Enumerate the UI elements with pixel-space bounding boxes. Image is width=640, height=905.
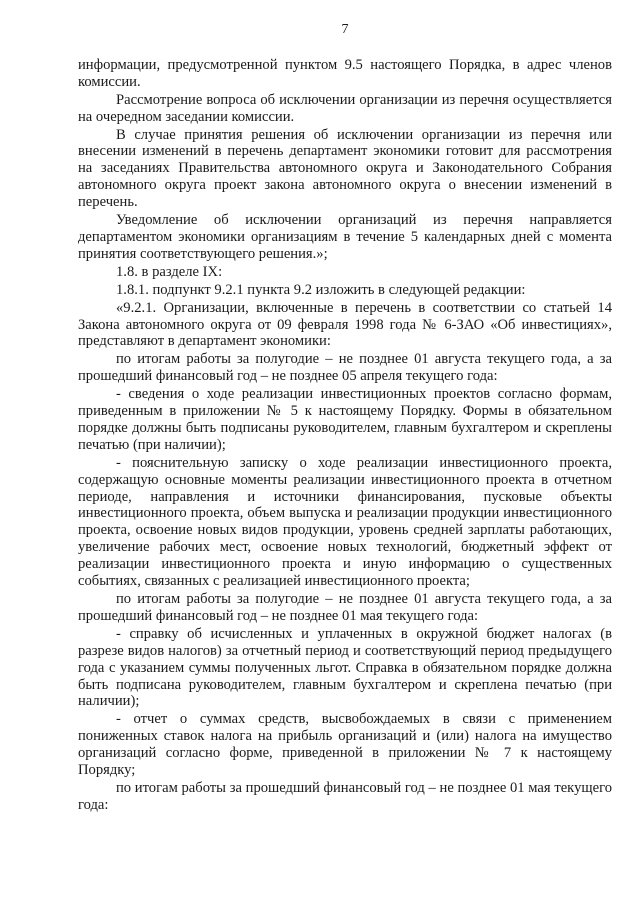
paragraph: по итогам работы за прошедший финансовый год – не позднее 01 мая текущего года: xyxy=(78,779,612,813)
paragraph: В случае принятия решения об исключении организации из перечня или внесении изменений в перечень департамент экономики готовит для рассмотрения на заседаниях Правительства автономного округа и Законодательного Собрания автономного округа проект закона автономного округа о внесении изменений в перечень. xyxy=(78,126,612,211)
paragraph: Рассмотрение вопроса об исключении организации из перечня осуществляется на очередном заседании комиссии. xyxy=(78,91,612,125)
document-body xyxy=(78,57,612,814)
paragraph: - сведения о ходе реализации инвестиционных проектов согласно формам, приведенным в приложении № 5 к настоящему Порядку. Формы в обязательном порядке должны быть подписаны руководителем, главным бухгалтером и скреплены печатью (при наличии); xyxy=(78,386,612,453)
paragraph: Уведомление об исключении организаций из перечня направляется департаментом экономики организациям в течение 5 календарных дней с момента принятия соответствующего решения.»; xyxy=(78,212,612,262)
paragraph: 1.8.1. подпункт 9.2.1 пункта 9.2 изложить в следующей редакции: xyxy=(116,281,526,298)
paragraph: по итогам работы за полугодие – не позднее 01 августа текущего года, а за прошедший финансовый год – не позднее 05 апреля текущего года: xyxy=(78,351,612,385)
paragraph: - пояснительную записку о ходе реализации инвестиционного проекта, содержащую основные моменты реализации инвестиционного проекта в отчетном периоде, направления и источники финансирования, пусковые объекты инвестиционного проекта, объем выпуска и реализации продукции инвестиционного проекта, освоение новых видов продукции, уровень средней зарплаты работающих, увеличение рабочих мест, освоение новых технологий, бюджетный эффект от реализации инвестиционного проекта и иную информацию о существенных событиях, связанных с реализацией инвестиционного проекта; xyxy=(78,454,612,590)
paragraph: информации, предусмотренной пунктом 9.5 настоящего Порядка, в адрес членов комиссии. xyxy=(78,56,612,90)
document-page xyxy=(78,22,612,814)
paragraph: 1.8. в разделе IX: xyxy=(116,263,223,280)
paragraph: - справку об исчисленных и уплаченных в окружной бюджет налогах (в разрезе видов налогов) за отчетный период и соответствующий период предыдущего года с указанием суммы полученных льгот. Справка в обязательном порядке должна быть подписана руководителем, главным бухгалтером и скреплена печатью (при наличии); xyxy=(78,625,612,710)
paragraph: по итогам работы за полугодие – не позднее 01 августа текущего года, а за прошедший финансовый год – не позднее 01 мая текущего года: xyxy=(78,591,612,624)
paragraph: «9.2.1. Организации, включенные в перечень в соответствии со статьей 14 Закона автономного округа от 09 февраля 1998 года № 6-ЗАО «Об инвестициях», представляют в департамент экономики: xyxy=(78,299,612,350)
paragraph: - отчет о суммах средств, высвобождаемых в связи с применением пониженных ставок налога на прибыль организаций и (или) налога на имущество организаций согласно форме, приведенной в приложении № 7 к настоящему Порядку; xyxy=(78,711,612,779)
page-number: 7 xyxy=(341,22,349,37)
